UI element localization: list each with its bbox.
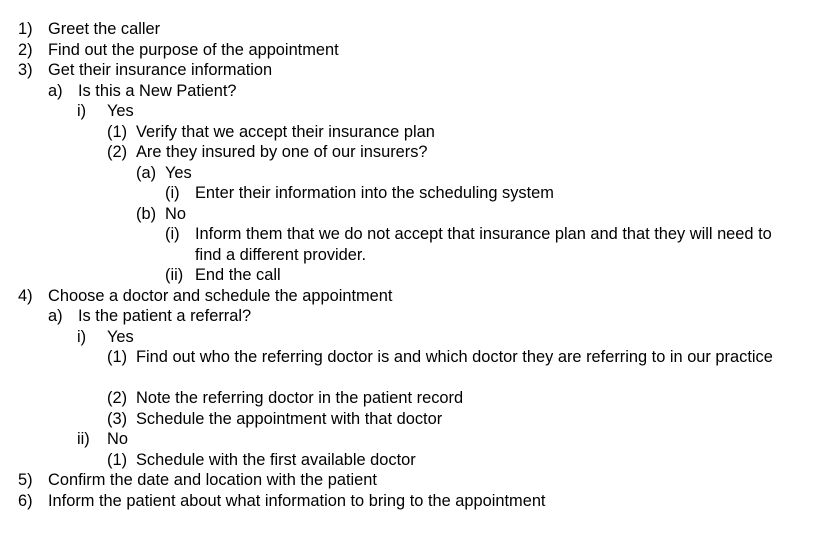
item-text: No bbox=[107, 430, 128, 448]
item-text: Schedule the appointment with that doctor bbox=[136, 409, 443, 428]
outline-item-4a-i bbox=[0, 327, 823, 348]
item-text: Are they insured by one of our insurers? bbox=[136, 143, 428, 161]
item-marker: (i) bbox=[165, 184, 180, 202]
item-marker: i) bbox=[77, 327, 87, 346]
outline-item-3 bbox=[0, 60, 823, 81]
outline-item-3a-i-2-a bbox=[0, 163, 823, 184]
item-text: Is the patient a referral? bbox=[78, 307, 252, 325]
item-text: Inform them that we do not accept that insurance plan and that they will need to find a different provider. bbox=[195, 225, 772, 264]
outline-item-3a-i-1 bbox=[0, 122, 823, 143]
item-text: Choose a doctor and schedule the appointment bbox=[48, 286, 393, 305]
outline-item-3a-i-2-a-i bbox=[0, 183, 823, 204]
item-text: Yes bbox=[107, 102, 134, 120]
item-marker: 4) bbox=[18, 286, 33, 305]
item-marker: (2) bbox=[107, 143, 128, 161]
item-marker: a) bbox=[48, 307, 63, 325]
outline-item-3a-i-2 bbox=[0, 142, 823, 163]
item-marker: (1) bbox=[107, 450, 128, 469]
outline-item-6 bbox=[0, 491, 823, 512]
item-text: Greet the caller bbox=[48, 20, 161, 38]
item-text: Schedule with the first available doctor bbox=[136, 450, 416, 469]
item-marker: (1) bbox=[107, 122, 128, 141]
outline-item-4a bbox=[0, 306, 823, 327]
outline-item-4 bbox=[0, 286, 823, 307]
item-text: Yes bbox=[165, 163, 192, 182]
item-text: No bbox=[165, 204, 186, 223]
item-marker: a) bbox=[48, 81, 63, 100]
item-text: Is this a New Patient? bbox=[78, 81, 237, 100]
outline-item-1 bbox=[0, 19, 823, 40]
outline-item-3a-i-2-b-i bbox=[0, 224, 823, 265]
item-text: Confirm the date and location with the patient bbox=[48, 471, 377, 489]
item-marker: (3) bbox=[107, 409, 128, 428]
outline-item-2 bbox=[0, 40, 823, 61]
item-text: Find out who the referring doctor is and which doctor they are referring to in our practice bbox=[136, 348, 773, 366]
item-marker: ii) bbox=[77, 430, 90, 448]
outline-item-3a bbox=[0, 81, 823, 102]
outline-item-4a-ii bbox=[0, 429, 823, 450]
call-procedure-outline bbox=[0, 19, 823, 511]
item-marker: 2) bbox=[18, 40, 33, 59]
item-text: Yes bbox=[107, 327, 134, 346]
item-marker: 1) bbox=[18, 20, 33, 38]
outline-item-4a-ii-1 bbox=[0, 450, 823, 471]
item-marker: (a) bbox=[136, 163, 157, 182]
outline-item-4a-i-3 bbox=[0, 409, 823, 430]
item-text: Verify that we accept their insurance plan bbox=[136, 122, 435, 141]
item-marker: i) bbox=[77, 102, 87, 120]
outline-item-4a-i-2 bbox=[0, 388, 823, 409]
outline-item-3a-i bbox=[0, 101, 823, 122]
item-text: Inform the patient about what information to bring to the appointment bbox=[48, 491, 546, 510]
item-marker: (i) bbox=[165, 225, 180, 243]
item-marker: (2) bbox=[107, 389, 128, 407]
outline-item-3a-i-2-b-ii bbox=[0, 265, 823, 286]
item-text: Get their insurance information bbox=[48, 61, 273, 79]
item-marker: (1) bbox=[107, 348, 128, 366]
outline-item-4a-i-1 bbox=[0, 347, 823, 388]
item-text: Note the referring doctor in the patient record bbox=[136, 389, 464, 407]
item-text: Find out the purpose of the appointment bbox=[48, 40, 339, 59]
item-text: End the call bbox=[195, 266, 281, 284]
item-marker: 5) bbox=[18, 471, 33, 489]
item-text: Enter their information into the scheduling system bbox=[195, 184, 554, 202]
outline-item-3a-i-2-b bbox=[0, 204, 823, 225]
outline-item-5 bbox=[0, 470, 823, 491]
item-marker: (b) bbox=[136, 204, 157, 223]
item-marker: 3) bbox=[18, 61, 33, 79]
item-marker: (ii) bbox=[165, 266, 184, 284]
item-marker: 6) bbox=[18, 491, 33, 510]
